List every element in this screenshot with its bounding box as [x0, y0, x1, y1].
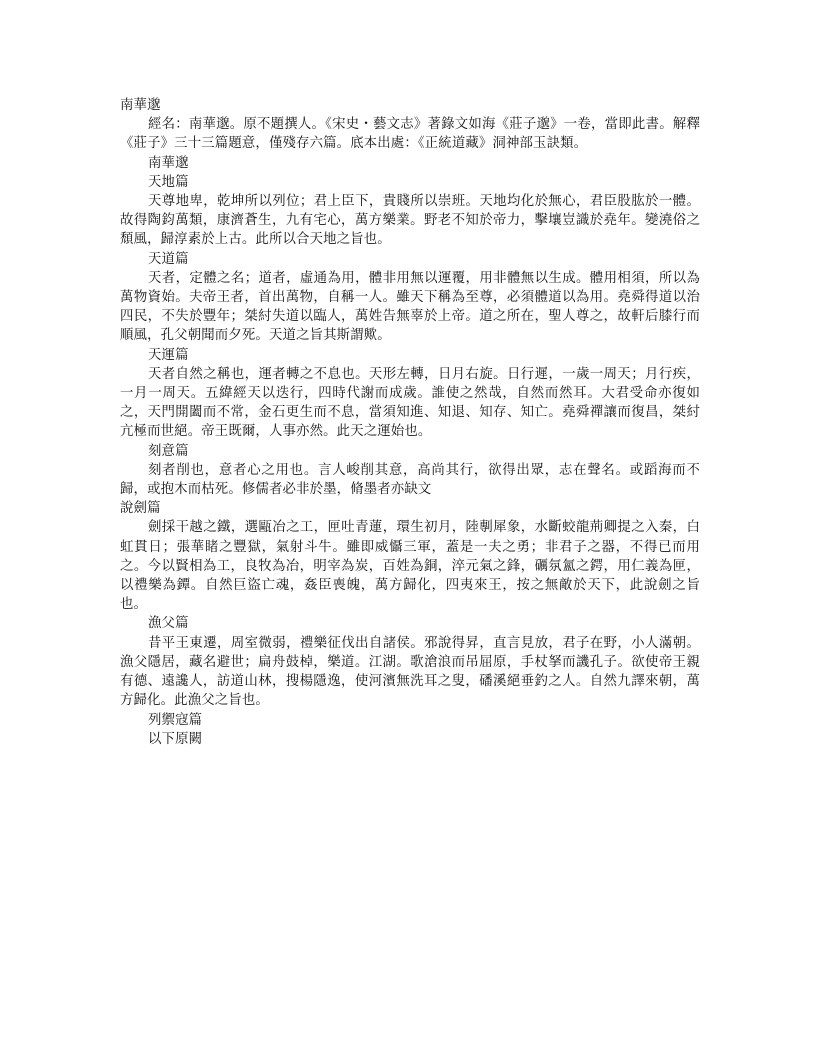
document-subtitle: 南華邈: [148, 155, 189, 171]
section-heading-shuojian: 說劍篇: [120, 501, 161, 517]
section-body-tianyun: 天者自然之稱也，運者轉之不息也。天形左轉，日月右旋。日行遲，一歲一周天；月行疾，一月一周天。五緯經天以迭行，四時代謝而成歲。誰使之然哉，自然而然耳。大君受命亦復如之，天門開闔而不常，金石更生而不息，當須知進、知退、知存、知亡。堯舜禪讓而復昌，桀紂亢極而世絕。帝王既爾，人事亦然。此天之運始也。: [120, 366, 700, 440]
section-heading-tianyun: 天運篇: [148, 347, 189, 363]
section-body-tiandao: 天者，定體之名；道者，虛通為用，體非用無以運覆，用非體無以生成。體用相須，所以為萬物資始。夫帝王者，首出萬物，自稱一人。雖天下稱為至尊，必須體道以為用。堯舜得道以治四民，不失於豐年；桀紂失道以臨人，萬姓告無辜於上帝。道之所在，聖人尊之，故軒后膝行而順風，孔父朝聞而夕死。天道之旨其斯謂歟。: [120, 270, 700, 344]
section-body-tiandi: 天尊地卑，乾坤所以列位；君上臣下，貴賤所以崇班。天地均化於無心，君臣股肱於一體。故得陶鈞萬類，康濟蒼生，九有宅心，萬方樂業。野老不知於帝力，擊壤豈識於堯年。變澆俗之頹風，歸淳素於上古。此所以合天地之旨也。: [120, 194, 700, 248]
document-title: 南華邈: [120, 98, 161, 113]
section-heading-keyi: 刻意篇: [148, 443, 189, 459]
section-body-yufu: 昔平王東遷，周室微弱，禮樂征伐出自諸侯。邪說得昇，直言見放，君子在野，小人滿朝。漁父隱居，藏名避世；扁舟鼓棹，樂道。江湖。歌滄浪而吊屈原，手杖拏而譏孔子。欲使帝王親有德、遠讒人，訪道山林，搜楊隱逸，使河濱無洗耳之叟，磻溪絕垂釣之人。自然九譯來朝，萬方歸化。此漁父之旨也。: [120, 635, 700, 709]
section-body-shuojian: 劍採干越之鐵，選甌冶之工，匣吐青蓮，環生初月，陸剸犀象，水斷蛟龍荊卿提之入秦，白虹貫日；張華睹之豐獄，氣射斗牛。雖即威懾三軍，蓋是一夫之勇；非君子之器，不得已而用之。今以賢相為工，良牧為冶，明宰為炭，百姓為銅，淬元氣之鋒，礪氛氳之鍔，用仁義為匣，以禮樂為鐔。自然巨盜亡魂，姦臣喪魄，萬方歸化，四夷來王，按之無敵於天下，此說劍之旨也。: [120, 520, 700, 613]
section-heading-tiandi: 天地篇: [148, 174, 189, 190]
intro-paragraph: 經名：南華邈。原不題撰人。《宋史・藝文志》著錄文如海《莊子邈》一卷，當即此書。解釋《莊子》三十三篇題意，僅殘存六篇。底本出處：《正統道藏》洞神部玉訣類。: [120, 117, 700, 152]
section-heading-lieyukou: 列禦寇篇: [148, 712, 203, 728]
missing-note: 以下原闕: [148, 731, 203, 747]
section-heading-tiandao: 天道篇: [148, 251, 189, 267]
document-page: [120, 96, 700, 749]
section-body-keyi: 刻者削也，意者心之用也。言人峻削其意，高尚其行，欲得出眾，志在聲名。或蹈海而不歸，或抱木而枯死。修儒者必非於墨，脩墨者亦缺文: [120, 462, 700, 498]
section-heading-yufu: 漁父篇: [148, 616, 189, 632]
